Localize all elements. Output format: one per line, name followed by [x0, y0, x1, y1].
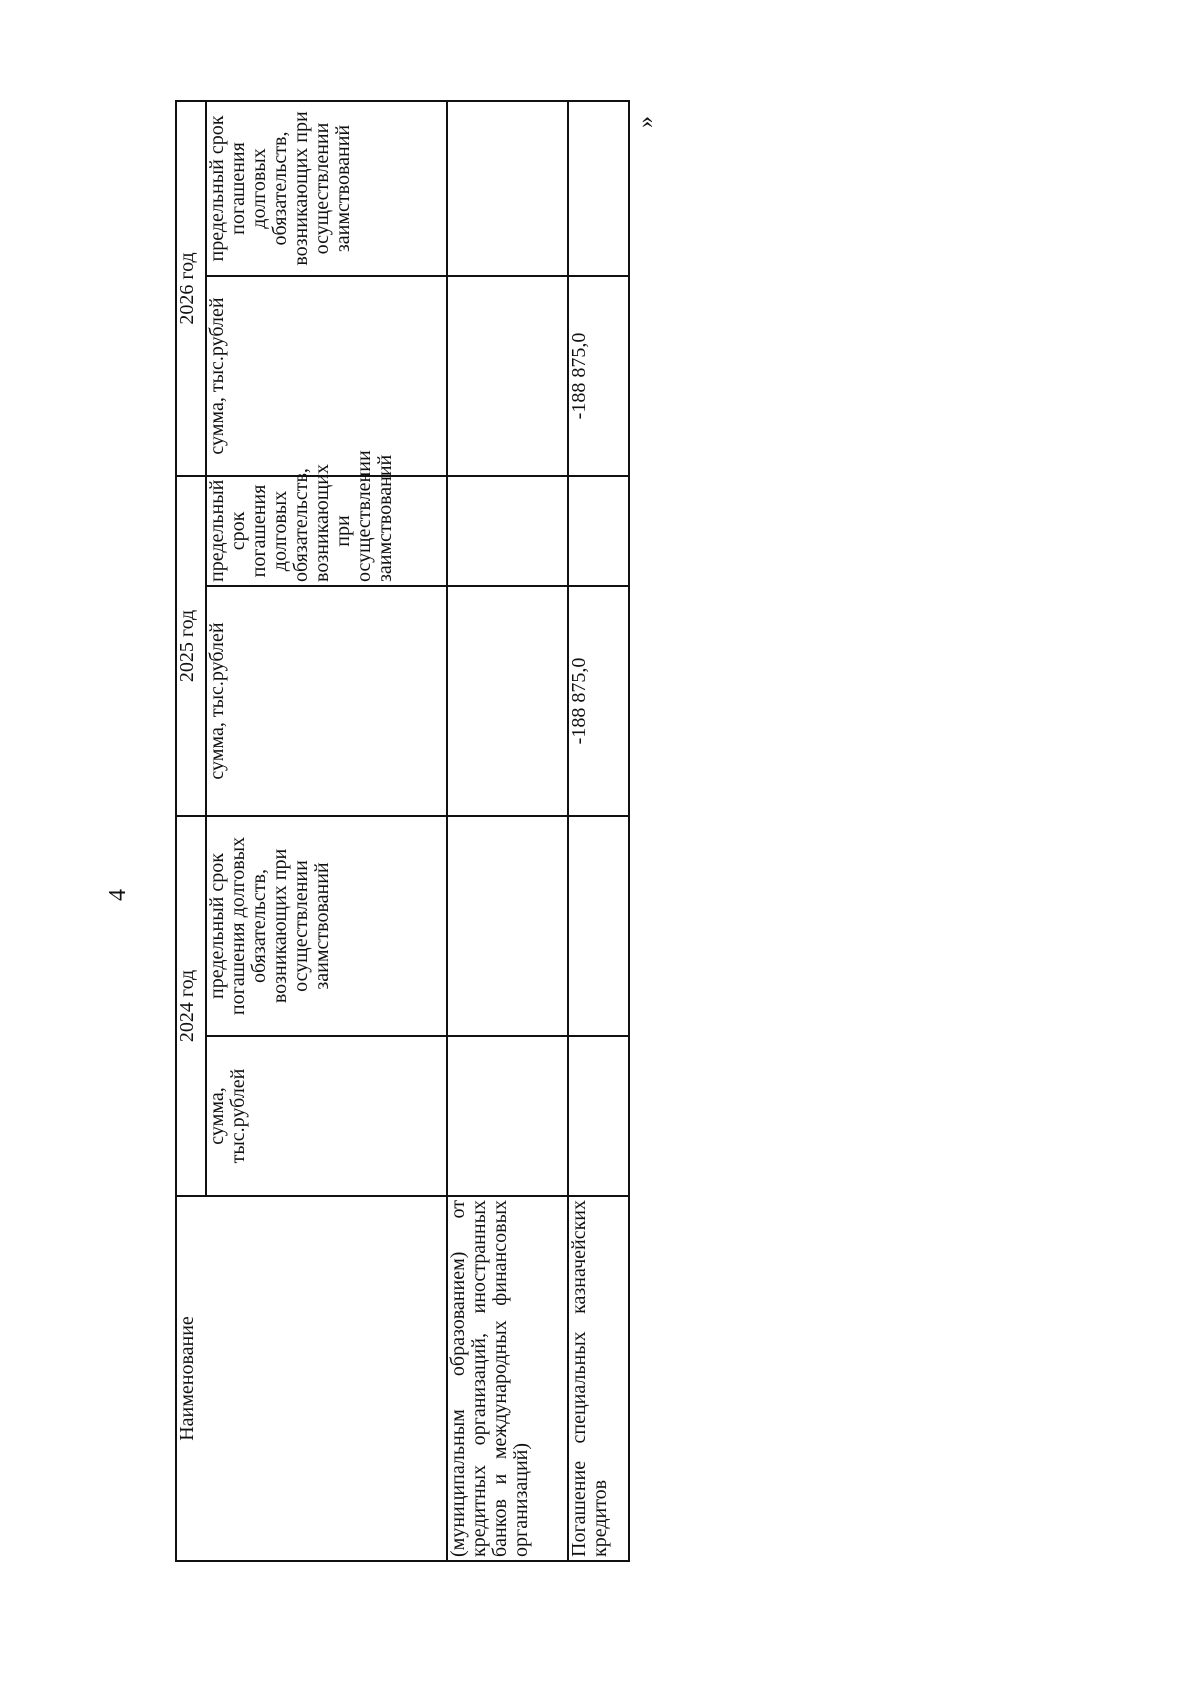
row-name	[447, 1196, 568, 1561]
row-name-last: организаций)	[510, 1442, 533, 1557]
header-term-2024: предельный срок погашения долговых обязательств, возникающих при осуществлении заимствований	[206, 816, 447, 1036]
table-row	[447, 101, 568, 1561]
page-number: 4	[105, 889, 131, 901]
row-name-last: кредитов	[588, 1479, 611, 1557]
cell-sum-2024	[447, 1036, 568, 1196]
cell-term-2026	[447, 101, 568, 276]
row-name-main: (муниципальным образованием) от кредитных организаций, иностранных банков и международных финансовых	[447, 1199, 512, 1557]
header-sum-2024: сумма, тыс.рублей	[206, 1036, 447, 1196]
header-name: Наименование	[176, 1196, 447, 1561]
header-sum-2026: сумма, тыс.рублей	[206, 276, 447, 476]
header-year-2024: 2024 год	[176, 816, 206, 1196]
header-year-2026: 2026 год	[176, 101, 206, 476]
header-year-2025: 2025 год	[176, 476, 206, 816]
header-term-2025: предельный срок погашения долговых обязательств, возникающих при осуществлении заимствований	[206, 476, 447, 586]
rotated-table-container	[175, 102, 630, 1562]
cell-term-2024	[568, 816, 629, 1036]
cell-term-2026	[568, 101, 629, 276]
borrowing-program-table	[175, 100, 630, 1562]
closing-quote-mark: »	[633, 116, 659, 128]
cell-sum-2025: -188 875,0	[568, 586, 629, 816]
row-name-main: Погашение специальных казначейских	[567, 1199, 590, 1557]
header-term-2026: предельный срок погашения долговых обязательств, возникающих при осуществлении заимствований	[206, 101, 447, 276]
header-sum-2025: сумма, тыс.рублей	[206, 586, 447, 816]
row-name	[568, 1196, 629, 1561]
cell-sum-2025	[447, 586, 568, 816]
table-row	[568, 101, 629, 1561]
cell-term-2025	[568, 476, 629, 586]
cell-term-2025	[447, 476, 568, 586]
cell-sum-2024	[568, 1036, 629, 1196]
cell-sum-2026: -188 875,0	[568, 276, 629, 476]
cell-sum-2026	[447, 276, 568, 476]
cell-term-2024	[447, 816, 568, 1036]
